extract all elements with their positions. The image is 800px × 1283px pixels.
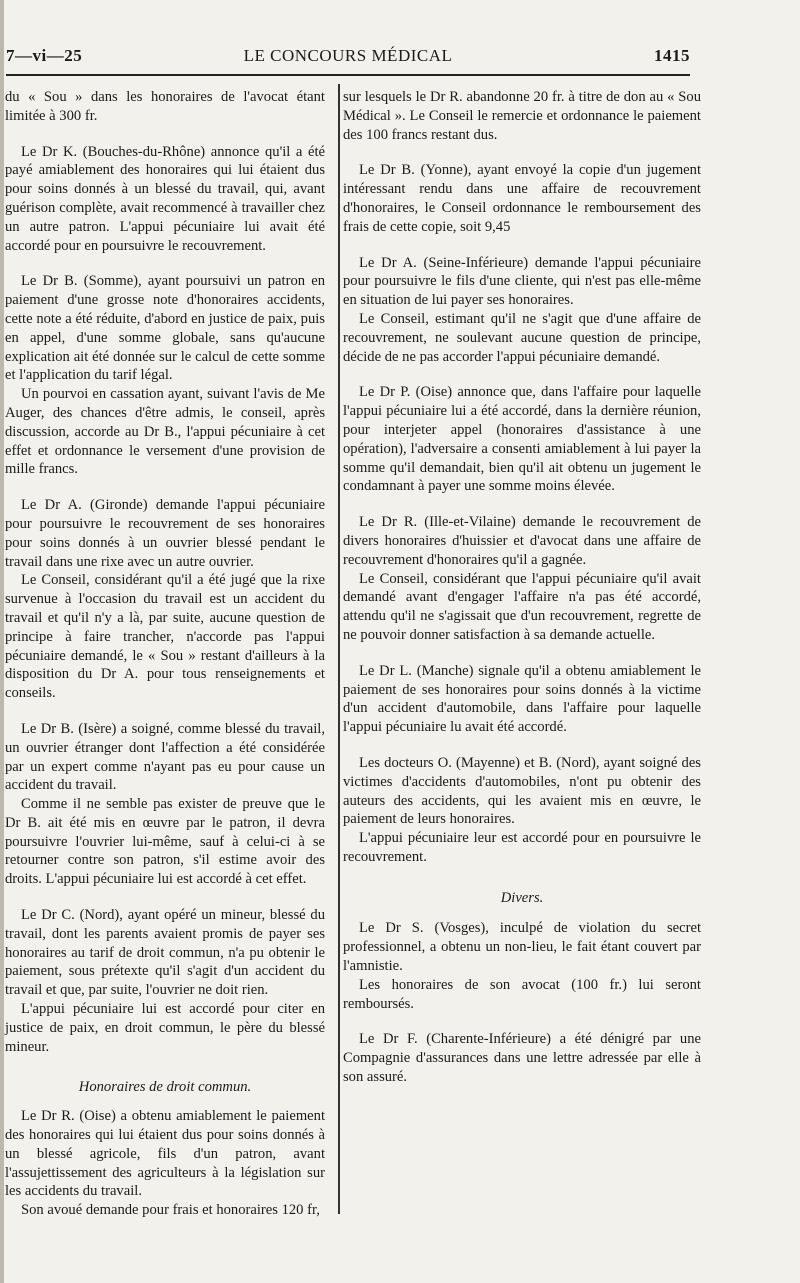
column-divider (338, 84, 340, 1214)
section-heading: Divers. (500, 889, 544, 906)
page-header (6, 42, 690, 70)
journal-title: LE CONCOURS MÉDICAL (243, 46, 453, 65)
paragraph: L'appui pécuniaire lui est accordé pour citer en justice de paix, en droit commun, le père du blessé mineur. (5, 1001, 325, 1055)
paragraph: Son avoué demande pour frais et honoraires 120 fr, (21, 1202, 320, 1219)
paragraph: Le Dr A. (Seine-Inférieure) demande l'appui pécuniaire pour poursuivre le fils d'une cliente, qui n'est pas elle-même en situation de lui payer ses honoraires. (343, 254, 701, 309)
paragraph: L'appui pécuniaire leur est accordé pour en poursuivre le recouvrement. (343, 830, 701, 865)
section-heading: Honoraires de droit commun. (78, 1079, 252, 1096)
paragraph: Les honoraires de son avocat (100 fr.) lui seront remboursés. (343, 976, 701, 1012)
header-rule (6, 74, 690, 76)
page-number: 1415 (654, 46, 690, 65)
paragraph: Un pourvoi en cassation ayant, suivant l'avis de Me Auger, des chances d'être admis, le conseil, après discussion, accorde au Dr B., l'appui pécuniaire à cet effet et ordonnance le versement d'une provision de mille francs. (5, 386, 325, 478)
paragraph: sur lesquels le Dr R. abandonne 20 fr. à titre de don au « Sou Médical ». Le Conseil le remercie et ordonnance le paiement des 100 francs restant dus. (343, 89, 701, 143)
paragraph: Le Dr R. (Oise) a obtenu amiablement le paiement des honoraires qui lui étaient dus pour soins donnés à un blessé agricole, fils d'un patron, avant l'assujettissement des agriculteurs à la législation sur les accidents du travail. (5, 1108, 325, 1200)
paragraph: du « Sou » dans les honoraires de l'avocat étant limitée à 300 fr. (5, 89, 325, 124)
paragraph: Le Dr B. (Somme), ayant poursuivi un patron en paiement d'une grosse note d'honoraires accidents, cette note a été réduite, d'abord en justice de paix, puis en appel, d'une somme globale, sans qu'aucune explication ait été donnée sur le calcul de cette somme et l'application du tarif légal. (5, 273, 325, 384)
paragraph: Le Dr F. (Charente-Inférieure) a été dénigré par une Compagnie d'assurances dans une lettre adressée par elle à son assuré. (343, 1031, 701, 1086)
paragraph: Le Dr C. (Nord), ayant opéré un mineur, blessé du travail, dont les parents avaient promis de payer ses honoraires au tarif de droit commun, n'a pu obtenir le paiement, sous prétexte qu'il s'agit d'un accident du travail et que, par suite, l'ouvrier ne doit rien. (5, 907, 325, 999)
paragraph: Le Dr R. (Ille-et-Vilaine) demande le recouvrement de divers honoraires d'huissier et d'avocat dans une affaire de recouvrement d'honoraires qu'il a gagnée. (343, 514, 701, 568)
paragraph: Le Dr B. (Isère) a soigné, comme blessé du travail, un ouvrier étranger dont l'affection a été considérée par un expert comme n'ayant pas eu pour cause un accident du travail. (5, 720, 325, 794)
issue-date: 7—vi—25 (6, 46, 83, 65)
page-binding-edge (0, 0, 4, 1283)
paragraph: Comme il ne semble pas exister de preuve que le Dr B. ait été mis en œuvre par le patron, il devra poursuivre l'ouvrier lui-même, sauf à celui-ci à se retourner contre son patron, s'il estime avoir des droits. L'appui pécuniaire lui est accordé à cet effet. (5, 796, 325, 888)
right-column (343, 88, 701, 1087)
paragraph: Le Conseil, considérant que l'appui pécuniaire qu'il avait demandé avant d'engager l'affaire n'a pas été accordé, attendu qu'il ne s'agissait que d'un recouvrement, regrette de ne pouvoir donner satisfaction à sa demande actuelle. (343, 570, 701, 643)
paragraph: Le Dr K. (Bouches-du-Rhône) annonce qu'il a été payé amiablement des honoraires qui lui étaient dus pour soins donnés à un blessé du travail, qui, avant guérison complète, avait recommencé à travailler chez un autre patron. L'appui pécuniaire lui avait été accordé pour en poursuivre le recouvrement. (5, 143, 325, 254)
paragraph: Le Dr P. (Oise) annonce que, dans l'affaire pour laquelle l'appui pécuniaire lui a été accordé, dans la dernière réunion, pour interjeter appel (honoraires d'assistance à une opération), l'adversaire a consenti amiablement à lui payer la somme qu'il demandait, bien qu'il ait obtenu un jugement le condamnant à payer une somme moins élevée. (343, 384, 701, 495)
paragraph: Le Dr B. (Yonne), ayant envoyé la copie d'un jugement intéressant rendu dans une affaire de recouvrement d'honoraires, le Conseil ordonnance le remboursement des frais de cette copie, soit 9,45 (343, 162, 701, 235)
paragraph: Les docteurs O. (Mayenne) et B. (Nord), ayant soigné des victimes d'accidents d'automobiles, n'ont pu obtenir des auteurs des accidents, qui les avaient mis en œuvre, le paiement de leurs honoraires. (343, 754, 701, 828)
left-column (5, 88, 325, 1220)
paragraph: Le Dr A. (Gironde) demande l'appui pécuniaire pour poursuivre le recouvrement de ses honoraires pour soins donnés à un ouvrier blessé pendant le travail dans une rixe avec un autre ouvrier. (5, 497, 325, 570)
paragraph: Le Conseil, estimant qu'il ne s'agit que d'une affaire de recouvrement, ne soulevant aucune question de principe, décide de ne pas accorder l'appui pécuniaire demandé. (343, 310, 701, 365)
paragraph: Le Conseil, considérant qu'il a été jugé que la rixe survenue à l'occasion du travail est un accident du travail et qu'il n'y a là, par suite, aucune question de principe à faire trancher, n'accorde pas l'appui pécuniaire demandé, le « Sou » restant d'ailleurs à la disposition du Dr A. pour tous renseignements et conseils. (5, 572, 325, 702)
paragraph: Le Dr S. (Vosges), inculpé de violation du secret professionnel, a obtenu un non-lieu, le fait étant couvert par l'amnistie. (343, 920, 701, 975)
paragraph: Le Dr L. (Manche) signale qu'il a obtenu amiablement le paiement de ses honoraires pour soins donnés à la victime d'un accident d'automobile, dans l'affaire pour laquelle l'appui pécuniaire lu avait été accordé. (343, 662, 701, 736)
